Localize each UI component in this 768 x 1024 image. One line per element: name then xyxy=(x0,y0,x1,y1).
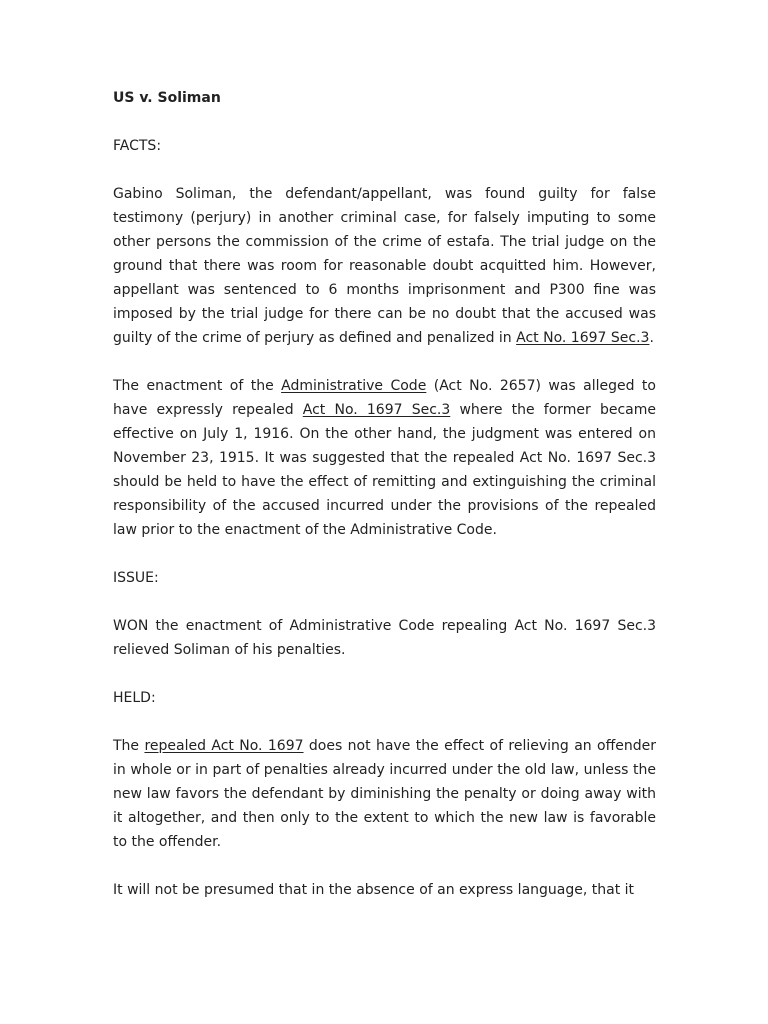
held-p1-a: The xyxy=(113,738,145,754)
facts-heading: FACTS: xyxy=(113,138,162,154)
act-1697-link-2[interactable]: Act No. 1697 Sec.3 xyxy=(302,402,451,418)
held-p1-b: does not have the effect of relieving an offender in whole or in part of penalties already incurred under the old law, unless the new law favors the defendant by diminishing the penalty or doing away with it altogether, and then only to the extent to which the new law is favorable to the offender. xyxy=(113,738,656,850)
facts-p2-c: where the former became effective on July 1, 1916. On the other hand, the judgment was entered on November 23, 1915. It was suggested that the repealed Act No. 1697 Sec.3 should be held to have the effect of remitting and extinguishing the criminal responsibility of the accused incurred under the provisions of the repealed law prior to the enactment of the Administrative Code. xyxy=(113,402,656,538)
facts-paragraph-2 xyxy=(113,374,656,542)
issue-heading: ISSUE: xyxy=(113,570,159,586)
act-1697-link[interactable]: Act No. 1697 Sec.3 xyxy=(516,330,650,346)
held-paragraph-2: It will not be presumed that in the absence of an express language, that it xyxy=(113,882,635,898)
document-title: US v. Soliman xyxy=(113,90,221,106)
repealed-act-link[interactable]: repealed Act No. 1697 xyxy=(144,738,304,754)
facts-p2-b: (Act No. 2657) was alleged to have expressly repealed xyxy=(113,378,656,418)
held-paragraph-1 xyxy=(113,734,656,854)
facts-p1-text: Gabino Soliman, the defendant/appellant, was found guilty for false testimony (perjury) in another criminal case, for falsely imputing to some other persons the commission of the crime of estafa. The trial judge on the ground that there was room for reasonable doubt acquitted him. However, appellant was sentenced to 6 months imprisonment and P300 fine was imposed by the trial judge for there can be no doubt that the accused was guilty of the crime of perjury as defined and penalized in xyxy=(113,186,656,346)
facts-p2-a: The enactment of the xyxy=(113,378,282,394)
held-heading: HELD: xyxy=(113,690,156,706)
facts-p1-end: . xyxy=(649,330,654,346)
issue-paragraph: WON the enactment of Administrative Code repealing Act No. 1697 Sec.3 relieved Soliman of his penalties. xyxy=(113,618,656,658)
administrative-code-link[interactable]: Administrative Code xyxy=(281,378,427,394)
document-page xyxy=(113,86,656,926)
facts-paragraph-1 xyxy=(113,182,656,350)
